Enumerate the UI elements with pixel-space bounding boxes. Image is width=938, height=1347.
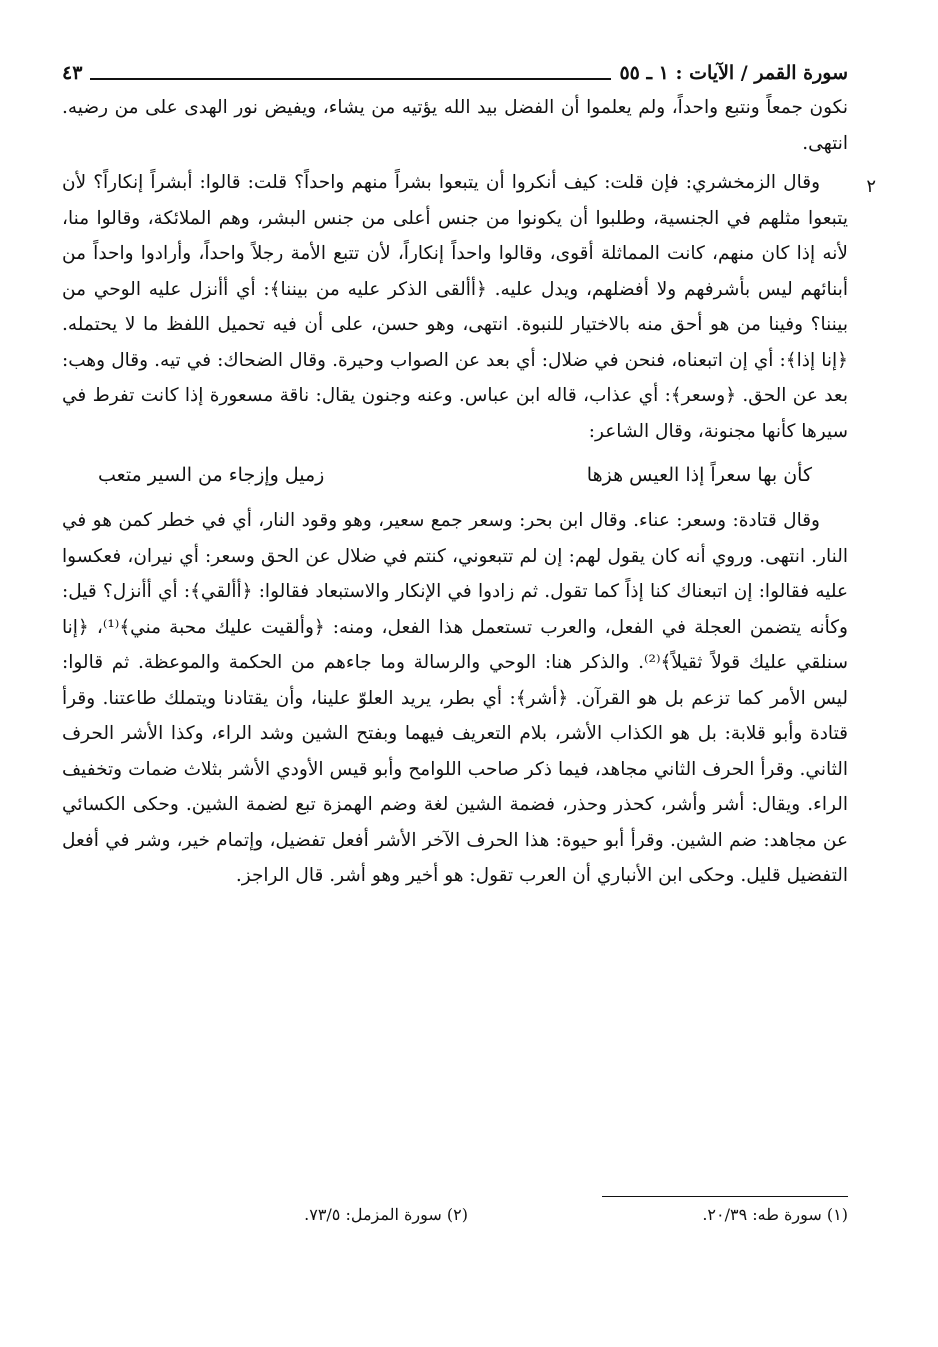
verse-second-hemistich: زميل وإزجاء من السير متعب xyxy=(98,464,325,486)
poetry-verse xyxy=(62,449,848,503)
margin-note: ٢ xyxy=(866,176,876,197)
footnote-rule xyxy=(602,1196,848,1197)
running-header xyxy=(62,60,848,86)
paragraph: وقال قتادة: وسعر: عناء. وقال ابن بحر: وسعر جمع سعير، وهو وقود النار، أي في خطر كمن هو في النار. انتهى. وروي أنه كان يقول لهم: إن لم تتبعوني، كنتم في ضلال عن الحق وسعر: أي نيران، فعكسوا عليه فقالوا: إن اتبعناك كنا إذاً كما تقول. ثم زادوا في الإنكار والاستبعاد فقالوا: ﴿أألقي﴾: أي أأنزل؟ قيل: وكأنه يتضمن العجلة في الفعل، والعرب تستعمل هذا الفعل، ومنه: ﴿وألقيت عليك محبة مني﴾⁽¹⁾، ﴿إنا سنلقي عليك قولاً ثقيلاً﴾⁽²⁾. والذكر هنا: الوحي والرسالة وما جاءهم من الحكمة والموعظة. ثم قالوا: ليس الأمر كما تزعم بل هو القرآن. ﴿أشر﴾: أي بطر، يريد العلوّ علينا، وأن يقتادنا ويتملك طاعتنا. وقرأ قتادة وأبو قلابة: بل هو الكذاب الأشر، بلام التعريف فيهما وبفتح الشين وشد الراء، وكذا الأشر الحرف الثاني. وقرأ الحرف الثاني مجاهد، فيما ذكر صاحب اللوامح وأبو قيس الأودي الأشر بثلاث ضمات وتخفيف الراء. ويقال: أشر وأشر، كحذر وحذر، فضمة الشين لغة وضم الهمزة تبع لضمة الشين. وحكى الكسائي عن مجاهد: ضم الشين. وقرأ أبو حيوة: هذا الحرف الآخر الأشر أفعل تفضيل، وإتمام خير، وشر في أفعل التفضيل قليل. وحكى ابن الأنباري أن العرب تقول: هو أخير وهو أشر. قال الراجز. xyxy=(62,510,848,886)
verse-first-hemistich: كأن بها سعراً إذا العيس هزها xyxy=(586,464,812,486)
header-title: سورة القمر / الآيات : ١ ـ ٥٥ xyxy=(619,62,848,84)
header-rule xyxy=(90,78,611,80)
paragraph: نكون جمعاً ونتبع واحداً، ولم يعلموا أن الفضل بيد الله يؤتيه من يشاء، ويفيض نور الهدى على من رضيه. انتهى. xyxy=(62,97,848,154)
footnote: (١) سورة طه: ٢٠/٣٩. xyxy=(702,1205,848,1224)
footnotes xyxy=(62,1196,848,1229)
body-text xyxy=(62,90,848,894)
paragraph: وقال الزمخشري: فإن قلت: كيف أنكروا أن يتبعوا بشراً منهم واحداً؟ قلت: قالوا: أبشراً إنكاراً؟ لأن يتبعوا مثلهم في الجنسية، وطلبوا أن يكونوا من جنس أعلى من جنس البشر، وهم الملائكة، وقالوا منا، لأنه إذا كان منهم، كانت المماثلة أقوى، وقالوا واحداً إنكاراً، لأن تتبع الأمة رجلاً واحداً، وأرادوا واحداً من أبنائهم ليس بأشرفهم ولا أفضلهم، ويدل عليه. ﴿أألقى الذكر عليه من بيننا﴾: أي أأنزل عليه الوحي من بيننا؟ وفينا من هو أحق منه بالاختيار للنبوة. انتهى، وهو حسن، على أن فيه تحميل اللفظ ما لا يحتمله. ﴿إنا إذا﴾: أي إن اتبعناه، فنحن في ضلال: أي بعد عن الصواب وحيرة. وقال الضحاك: في تيه. وقال وهب: بعد عن الحق. ﴿وسعر﴾: أي عذاب، قاله ابن عباس. وعنه وجنون يقال: ناقة مسعورة إذا كانت تفرط في سيرها كأنها مجنونة، وقال الشاعر: xyxy=(62,172,848,442)
footnote: (٢) سورة المزمل: ٧٣/٥. xyxy=(304,1205,468,1224)
page-number: ٤٣ xyxy=(62,62,83,84)
